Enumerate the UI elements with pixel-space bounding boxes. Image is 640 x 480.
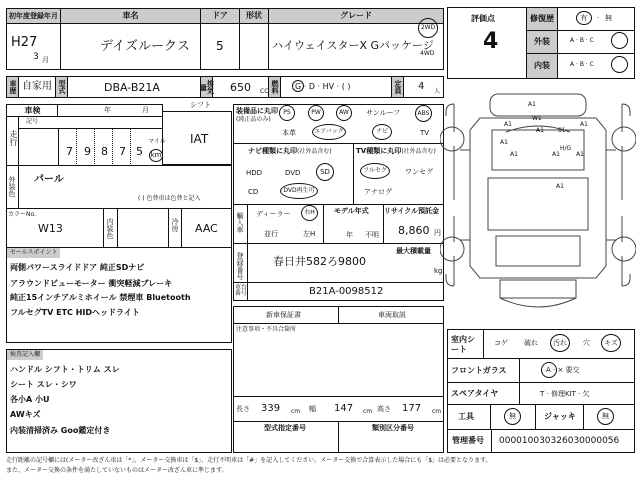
disp-label: 排気量 bbox=[200, 76, 213, 98]
insp-line-5: 内装清掃済み Goo鑑定付き bbox=[10, 426, 111, 435]
seat-hole: 穴 bbox=[583, 339, 590, 347]
navi-hdd: HDD bbox=[246, 169, 263, 177]
type-value: DBA-B21A bbox=[104, 81, 160, 94]
vin-label: 車台番号 bbox=[235, 284, 248, 297]
mileage-digit-2: 9 bbox=[84, 145, 91, 158]
mileage-divider-2 bbox=[76, 128, 77, 166]
eval-interior-header: 内装 bbox=[526, 53, 558, 79]
reg-month: 3 bbox=[33, 52, 39, 62]
interior-divider bbox=[117, 208, 118, 248]
insp-line-2: シート スレ・シワ bbox=[10, 380, 77, 389]
mgmt-value: 000010030326030000056 bbox=[499, 436, 620, 446]
caution-frame bbox=[233, 323, 444, 397]
disp-unit: CC bbox=[260, 88, 269, 95]
tv-title-text: TV種類に丸印 bbox=[356, 147, 402, 155]
equip-ps: PS bbox=[279, 105, 295, 121]
dims-len: 339 bbox=[261, 403, 281, 414]
mgmt-label: 管理番号 bbox=[452, 436, 484, 445]
ac-divider-2 bbox=[181, 208, 182, 248]
color-divider bbox=[18, 165, 19, 209]
shape-cell bbox=[239, 23, 269, 70]
capacity-label: 定員 bbox=[391, 76, 404, 98]
recycle-value: 8,860 bbox=[398, 224, 430, 237]
type-approval-divider bbox=[338, 421, 339, 453]
inspection-year: 年 bbox=[104, 106, 111, 114]
mileage-divider-4 bbox=[112, 128, 113, 166]
mileage-divider-3 bbox=[94, 128, 95, 166]
ac-label: 冷房 bbox=[171, 218, 179, 232]
eval-exterior-header: 外装 bbox=[526, 30, 558, 54]
plate-label: 登録番号 bbox=[236, 252, 244, 280]
mileage-row-label: 走行 bbox=[9, 130, 18, 146]
equip-title: 装備品に丸印 bbox=[236, 107, 278, 115]
diag-label-3: A1 bbox=[536, 127, 544, 134]
tv-fullseg: フルセグ bbox=[360, 163, 390, 179]
eval-score-value: 4 bbox=[483, 29, 499, 54]
colorno-divider bbox=[103, 208, 104, 248]
eval-repair-header: 修復歴 bbox=[526, 7, 558, 31]
mileage-divider-0 bbox=[18, 116, 19, 166]
seat-tear: 破れ bbox=[524, 339, 538, 347]
vin-divider bbox=[247, 282, 248, 301]
mileage-digit-3: 8 bbox=[101, 145, 108, 158]
import-label: 輸入車 bbox=[236, 212, 244, 233]
vin-value: B21A-0098512 bbox=[309, 286, 384, 297]
dims-len-label: 長さ bbox=[236, 405, 250, 413]
tools-label: 工具 bbox=[458, 412, 474, 421]
warranty-new: 新車保証書 bbox=[266, 311, 301, 319]
glass-divider bbox=[519, 358, 520, 383]
colorno-label: カラーNo. bbox=[8, 211, 36, 218]
diag-label-11: W1 bbox=[532, 115, 542, 122]
equip-aw: AW bbox=[336, 105, 352, 121]
capacity-unit: 人 bbox=[434, 88, 441, 95]
history-label: 車歴 bbox=[6, 76, 19, 98]
equip-leather: 本革 bbox=[282, 129, 296, 137]
equip-sunroof: サンルーフ bbox=[366, 109, 401, 117]
diag-label-4: S1 bbox=[558, 127, 566, 134]
navi-title bbox=[248, 148, 332, 155]
interior-grade: A · B · C bbox=[570, 61, 594, 68]
equip-note: (純正品のみ) bbox=[236, 116, 271, 123]
diag-label-1: A1 bbox=[528, 101, 536, 108]
header-model: 車名 bbox=[60, 8, 201, 24]
shift-title: シフト bbox=[190, 101, 211, 109]
dims-h: 177 bbox=[402, 403, 422, 414]
color-label: 外装色 bbox=[8, 176, 16, 197]
equip-abs: ABS bbox=[415, 105, 432, 122]
tools-value: 無 bbox=[504, 408, 521, 425]
diag-label-5: A1 bbox=[580, 121, 588, 128]
mileage-divider-1 bbox=[58, 128, 59, 166]
warranty-divider bbox=[338, 306, 339, 324]
insp-title: 検査記入欄 bbox=[7, 350, 43, 360]
header-grade: グレード bbox=[268, 8, 444, 24]
dims-w: 147 bbox=[334, 403, 354, 414]
warranty-manual: 車両取説 bbox=[378, 311, 406, 319]
diag-label-9: A1 bbox=[576, 151, 584, 158]
door-count: 5 bbox=[216, 39, 224, 53]
caution-title: 注意事項・不具合箇所 bbox=[236, 326, 297, 333]
type-category-label: 類別区分番号 bbox=[372, 424, 414, 432]
sales-line-4: フルセグTV ETC HIDヘッドライト bbox=[10, 308, 140, 317]
footer-line-2: また、メーター交換の条件を満たしていないものはメーター改ざん車に準じます。 bbox=[6, 467, 228, 474]
mileage-digit-5: 5 bbox=[136, 145, 143, 158]
max-load-unit: kg bbox=[434, 267, 443, 275]
exterior-grade-c bbox=[611, 32, 628, 49]
dims-h-unit: cm bbox=[432, 408, 442, 415]
footer-line-1: 走行距離の記号欄には(メーター改ざん車は「*」、メーター交換車は「$」、走行不明車は「#」を記入してください。メーター交換で合算表示した場合にも「$」は必要となります。 bbox=[6, 457, 492, 464]
header-doors: ドア bbox=[200, 8, 240, 24]
dims-h-label: 高さ bbox=[377, 405, 391, 413]
import-parallel: 並行 bbox=[264, 230, 278, 238]
color-frame bbox=[6, 165, 232, 209]
ac-divider bbox=[168, 208, 169, 248]
jack-label: ジャッキ bbox=[544, 412, 576, 421]
insp-line-1: ハンドル シフト・トリム スレ bbox=[10, 365, 120, 374]
inspection-month: 月 bbox=[142, 106, 149, 114]
fuel-label: 燃料 bbox=[268, 76, 281, 98]
dims-len-unit: cm bbox=[291, 408, 301, 415]
diag-label-7: A1 bbox=[510, 151, 518, 158]
ac-value: AAC bbox=[195, 222, 218, 235]
spare-label: スペアタイヤ bbox=[451, 389, 499, 398]
diag-label-6: A1 bbox=[500, 139, 508, 146]
mileage-unit-mile: マイル bbox=[148, 138, 166, 145]
insp-line-3: 各小A 小U bbox=[10, 395, 50, 404]
tv-analog: アナログ bbox=[364, 188, 392, 196]
glass-label: フロントガラス bbox=[451, 366, 507, 375]
car-name: デイズルークス bbox=[100, 39, 190, 54]
diag-label-8: A1 bbox=[552, 151, 560, 158]
car-outline bbox=[440, 94, 636, 307]
repair-yes: 有 bbox=[576, 11, 592, 25]
equip-tv: TV bbox=[420, 129, 430, 137]
shift-value: IAT bbox=[190, 132, 209, 146]
spare-divider bbox=[519, 382, 520, 405]
repair-dot: · bbox=[597, 14, 600, 22]
exterior-grade: A · B · C bbox=[570, 37, 594, 44]
mileage-digit-1: 7 bbox=[66, 145, 73, 158]
model-year-divider bbox=[323, 204, 324, 244]
model-year-unknown: 不明 bbox=[365, 231, 379, 239]
mileage-code-mark: 記号 bbox=[26, 118, 39, 125]
spare-value: T · 修理KIT · 欠 bbox=[540, 390, 590, 398]
seat-divider bbox=[483, 329, 484, 359]
interior-color-label: 内装色 bbox=[106, 218, 114, 239]
mileage-divider-5 bbox=[130, 128, 131, 166]
seat-dirt: 汚れ bbox=[550, 334, 570, 352]
sales-title: セールスポイント bbox=[7, 248, 60, 258]
colorno-value: W13 bbox=[38, 222, 63, 235]
sales-line-3: 純正15インチアルミホイール 禁煙車 Bluetooth bbox=[10, 293, 191, 302]
drive-2wd: 2WD bbox=[418, 18, 438, 38]
recycle-label: リサイクル預託金 bbox=[384, 207, 440, 215]
disp-value: 650 bbox=[230, 81, 251, 94]
navi-title-text: ナビ種類に丸印 bbox=[248, 147, 297, 155]
history-value: 自家用 bbox=[22, 81, 52, 92]
import-dealer: ディーラー bbox=[256, 210, 291, 218]
tv-title bbox=[356, 148, 436, 155]
interior-grade-c bbox=[611, 56, 628, 73]
navi-cd: CD bbox=[248, 188, 259, 196]
color-note: ( ) 色替車は色替と記入 bbox=[138, 195, 201, 202]
glass-value: A · × 要交 bbox=[546, 366, 580, 374]
equip-airbag: エアバック bbox=[312, 124, 346, 140]
dims-w-unit: cm bbox=[363, 408, 373, 415]
drive-4wd: 4WD bbox=[420, 50, 435, 57]
equip-navi: ナビ bbox=[372, 124, 392, 140]
import-divider bbox=[247, 204, 248, 244]
mileage-header-line bbox=[18, 128, 163, 129]
recycle-unit: 円 bbox=[434, 229, 441, 237]
header-first-reg: 初年度登録年月 bbox=[6, 8, 61, 24]
capacity-value: 4 bbox=[418, 81, 425, 92]
equip-pw: PW bbox=[308, 105, 324, 121]
mgmt-divider bbox=[491, 429, 492, 453]
diag-label-10: A1 bbox=[556, 183, 564, 190]
sales-line-2: アラウンドビューモーター 衝突軽減ブレーキ bbox=[10, 279, 173, 288]
tv-oneseg: ワンセグ bbox=[405, 168, 433, 176]
insp-line-4: AWキズ bbox=[10, 410, 41, 419]
diag-label-2: A1 bbox=[504, 121, 512, 128]
import-left-h: 左H bbox=[303, 230, 316, 238]
navi-title-note: (社外品含む) bbox=[297, 148, 332, 155]
header-shape: 形状 bbox=[239, 8, 269, 24]
mileage-digit-4: 7 bbox=[119, 145, 126, 158]
eval-score-header: 評価点 bbox=[459, 12, 507, 26]
plate-divider bbox=[247, 243, 248, 283]
repair-no: 無 bbox=[605, 14, 612, 22]
car-damage-diagram bbox=[440, 90, 636, 320]
dims-w-label: 幅 bbox=[309, 405, 316, 413]
max-load-label: 最大積載量 bbox=[396, 247, 431, 255]
diag-label-12: H/G bbox=[560, 145, 572, 152]
model-year-year: 年 bbox=[346, 231, 353, 239]
sales-line-1: 両側パワースライドドア 純正SDナビ bbox=[10, 263, 145, 272]
grade-value: ハイウェイスターX Gパッケージ bbox=[272, 39, 434, 52]
navi-sd: SD bbox=[316, 163, 334, 181]
seat-scratch: キズ bbox=[601, 334, 621, 352]
eval-row-line-2 bbox=[558, 53, 635, 54]
eval-row-line-1 bbox=[558, 30, 635, 31]
model-year-label: モデル年式 bbox=[334, 207, 369, 215]
jack-divider bbox=[535, 404, 536, 430]
import-right-h: 右H bbox=[301, 205, 318, 221]
mileage-unit-km: km bbox=[149, 149, 163, 162]
jack-divider-2 bbox=[583, 404, 584, 430]
type-approval-label: 型式指定番号 bbox=[264, 424, 306, 432]
seat-burn: コゲ bbox=[494, 339, 508, 347]
plate-value: 春日井582ろ9800 bbox=[273, 255, 366, 268]
reg-era-year: H27 bbox=[11, 35, 38, 50]
inspection-header: 車検 bbox=[6, 104, 58, 117]
navi-dvd: DVD bbox=[285, 169, 301, 177]
fuel-value: G · D · HV · ( ) bbox=[295, 82, 351, 91]
navi-dvd-playable: DVD再生可 bbox=[280, 183, 318, 199]
color-value: パール bbox=[34, 174, 64, 185]
type-label: 型式 bbox=[55, 76, 68, 98]
reg-month-unit: 月 bbox=[42, 56, 49, 64]
seat-label: 室内シート bbox=[451, 335, 475, 354]
tools-divider bbox=[490, 404, 491, 430]
tv-title-note: (社外品含む) bbox=[401, 148, 436, 155]
jack-value: 無 bbox=[597, 408, 614, 425]
